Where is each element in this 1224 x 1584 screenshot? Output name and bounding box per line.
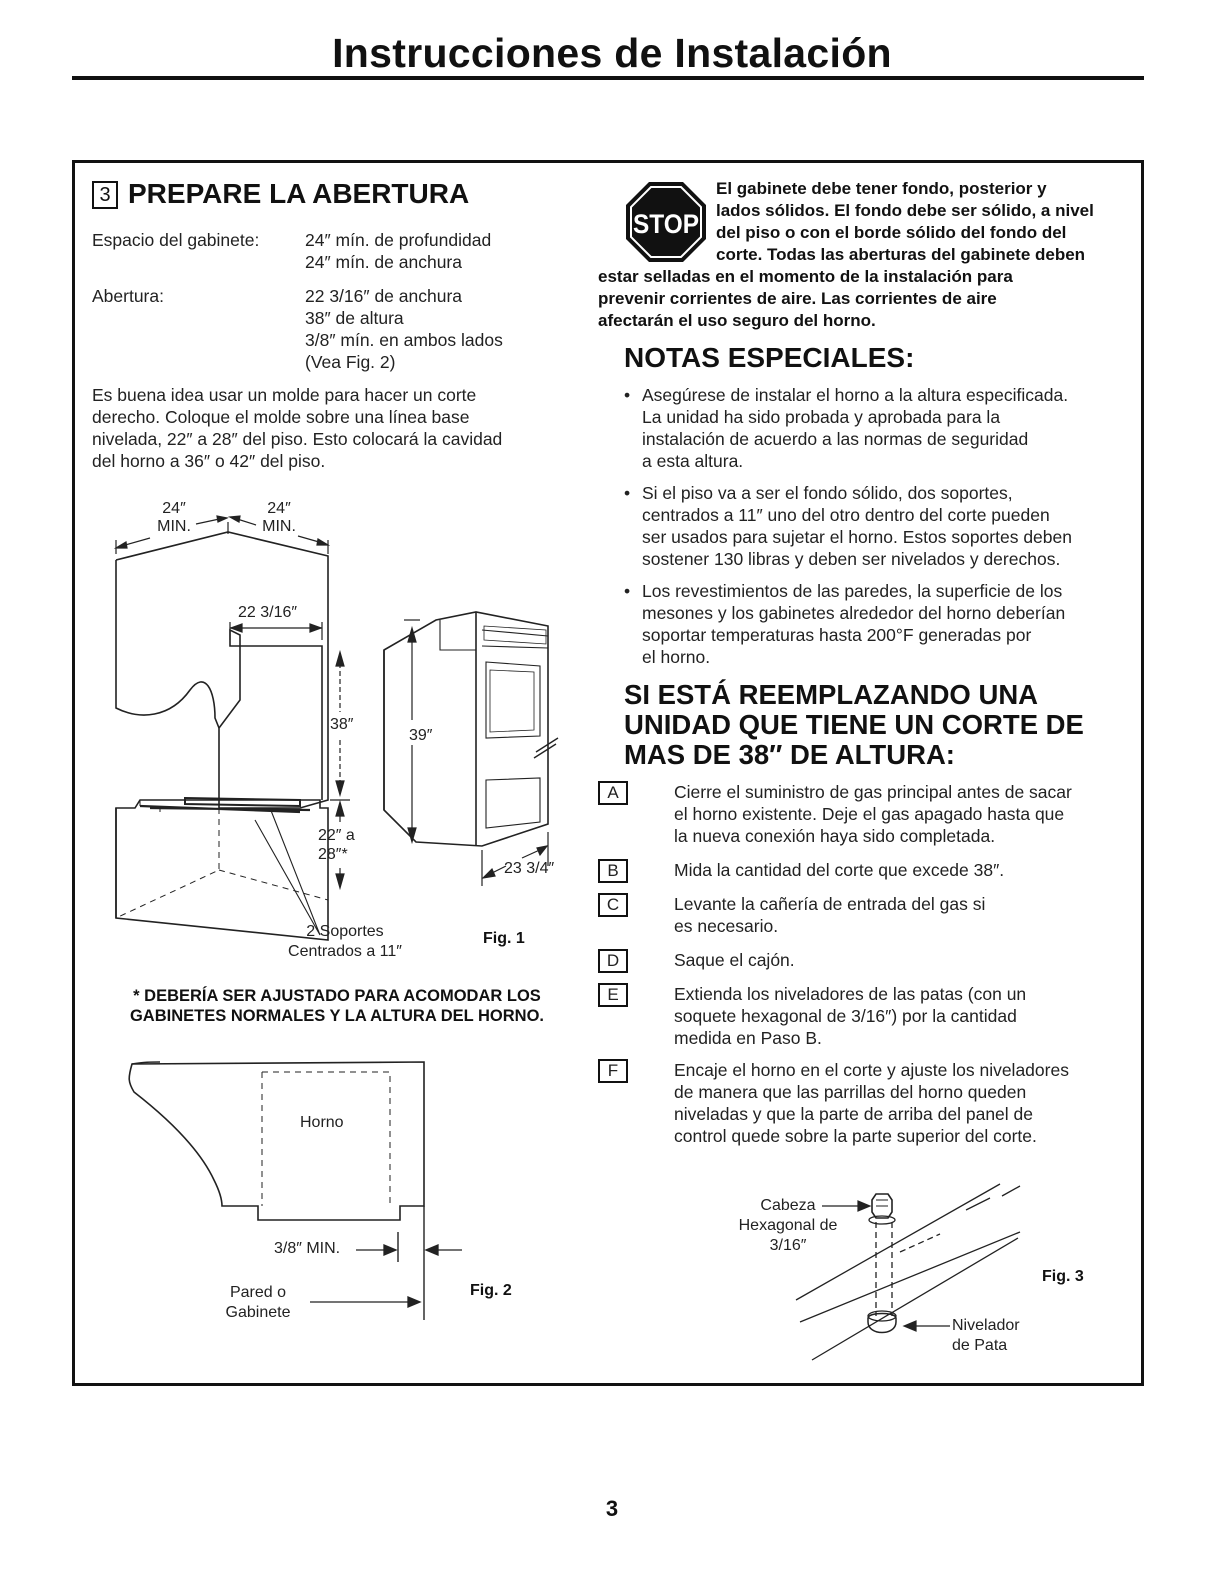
page-number: 3 [605, 1496, 619, 1521]
note-line: a esta altura. [642, 451, 744, 471]
opening-label: Abertura: [92, 286, 164, 306]
dimension-value: 28″* [318, 846, 348, 863]
step-letter-box: A [598, 781, 628, 805]
step-line: Saque el cajón. [674, 950, 795, 970]
bullet-icon: • [624, 581, 631, 601]
step-letter-box: C [598, 893, 628, 917]
step-line: niveladas y que la parte de arriba del panel de [674, 1104, 1033, 1124]
hex-head-line: Hexagonal de [738, 1217, 838, 1234]
notes-heading: NOTAS ESPECIALES: [624, 342, 915, 373]
bullet-icon: • [624, 385, 631, 405]
fig2-oven-label: Horno [300, 1114, 344, 1131]
warning-line: prevenir corrientes de aire. Las corrientes de aire [598, 289, 997, 308]
note-line: sostener 130 libras y deben ser nivelados y derechos. [642, 549, 1061, 569]
heading-line: UNIDAD QUE TIENE UN CORTE DE [624, 709, 1084, 740]
dimension-value: 22″ a [318, 827, 355, 844]
note-line: mesones y los gabinetes alrededor del horno deberían [642, 603, 1066, 623]
fig3-leveler-label [952, 1316, 1042, 1356]
note-line: ser usados para sujetar el horno. Estos soportes deben [642, 527, 1072, 547]
cabinet-depth: 24″ mín. de profundidad [305, 230, 492, 250]
opening-height: 38″ de altura [305, 308, 404, 328]
hex-head-line: 3/16″ [769, 1237, 807, 1254]
step-line: de manera que las parrillas del horno queden [674, 1082, 1027, 1102]
step-letter-box: F [598, 1059, 628, 1083]
step-number-box: 3 [92, 181, 118, 209]
step-line: el horno existente. Deje el gas apagado hasta que [674, 804, 1065, 824]
bullet-icon: • [624, 483, 631, 503]
warning-line: estar selladas en el momento de la instalación para [598, 267, 1013, 286]
warning-line: corte. Todas las aberturas del gabinete deben [716, 245, 1086, 264]
cabinet-space-label: Espacio del gabinete: [92, 230, 260, 250]
fig1-cutout-height: 38″ [330, 716, 354, 733]
note-line: el horno. [642, 647, 711, 667]
step-line: Cierre el suministro de gas principal antes de sacar [674, 782, 1072, 802]
warning-line: lados sólidos. El fondo debe ser sólido, a nivel [716, 201, 1094, 220]
hex-head-line: Cabeza [760, 1197, 816, 1214]
leveler-line: Nivelador [952, 1317, 1020, 1334]
wall-line: Gabinete [225, 1304, 291, 1321]
fig2-caption: Fig. 2 [470, 1282, 512, 1299]
fig2-clearance-label: 3/8″ MIN. [274, 1240, 341, 1257]
note-line: GABINETES NORMALES Y LA ALTURA DEL HORNO. [129, 1007, 545, 1025]
step-letter-box: E [598, 983, 628, 1007]
fig1-oven-depth: 23 3/4″ [504, 860, 555, 877]
step-line: Mida la cantidad del corte que excede 38″. [674, 860, 1005, 880]
dimension-min: MIN. [262, 518, 296, 535]
step-line: la nueva conexión haya sido completada. [674, 826, 996, 846]
opening-sides: 3/8″ mín. en ambos lados [305, 330, 503, 350]
warning-line: El gabinete debe tener fondo, posterior y [716, 179, 1047, 198]
step-line: medida en Paso B. [674, 1028, 822, 1048]
step-line: es necesario. [674, 916, 779, 936]
warning-line: del piso o con el borde sólido del fondo del [716, 223, 1067, 242]
step-letter-box: D [598, 949, 628, 973]
page-title: Instrucciones de Instalación [332, 30, 892, 76]
dimension-value: 24″ [267, 500, 291, 517]
fig1-cutout-width: 22 3/16″ [238, 604, 298, 621]
fig3-hex-head-label [726, 1196, 850, 1256]
paragraph-line: derecho. Coloque el molde sobre una línea base [92, 407, 470, 427]
paragraph-line: del horno a 36″ o 42″ del piso. [92, 451, 326, 471]
note-line: soportar temperaturas hasta 200°F generadas por [642, 625, 1032, 645]
warning-line: afectarán el uso seguro del horno. [598, 311, 876, 330]
cabinet-width: 24″ mín. de anchura [305, 252, 462, 272]
paragraph-line: nivelada, 22″ a 28″ del piso. Esto colocará la cavidad [92, 429, 503, 449]
note-line: Si el piso va a ser el fondo sólido, dos soportes, [642, 483, 1013, 503]
note-line: instalación de acuerdo a las normas de seguridad [642, 429, 1029, 449]
step-line: Extienda los niveladores de las patas (con un [674, 984, 1027, 1004]
stop-sign-text: STOP [633, 209, 699, 239]
fig3-caption: Fig. 3 [1042, 1268, 1084, 1285]
section-title: PREPARE LA ABERTURA [128, 178, 470, 209]
step-line: control quede sobre la parte superior del corte. [674, 1126, 1037, 1146]
note-line: Asegúrese de instalar el horno a la altura especificada. [642, 385, 1069, 405]
step-line: soquete hexagonal de 3/16″) por la cantidad [674, 1006, 1017, 1026]
wall-line: Pared o [229, 1284, 287, 1301]
note-line: * DEBERÍA SER AJUSTADO PARA ACOMODAR LOS [133, 987, 541, 1005]
step-line: Encaje el horno en el corte y ajuste los niveladores [674, 1060, 1069, 1080]
dimension-min: MIN. [157, 518, 191, 535]
heading-line: MAS DE 38″ DE ALTURA: [624, 739, 955, 770]
paragraph-line: Es buena idea usar un molde para hacer un corte [92, 385, 477, 405]
opening-width: 22 3/16″ de anchura [305, 286, 463, 306]
supports-line: 2 Soportes [306, 923, 384, 940]
fig1-oven-height: 39″ [409, 727, 433, 744]
heading-line: SI ESTÁ REEMPLAZANDO UNA [624, 679, 1039, 710]
step-letter-box: B [598, 859, 628, 883]
note-line: La unidad ha sido probada y aprobada para la [642, 407, 1001, 427]
opening-figref: (Vea Fig. 2) [305, 352, 396, 372]
dimension-value: 24″ [162, 500, 186, 517]
note-line: Los revestimientos de las paredes, la superficie de los [642, 581, 1063, 601]
supports-line: Centrados a 11″ [288, 943, 402, 960]
leveler-line: de Pata [952, 1337, 1008, 1354]
note-line: centrados a 11″ uno del otro dentro del corte pueden [642, 505, 1050, 525]
step-line: Levante la cañería de entrada del gas si [674, 894, 986, 914]
fig1-caption: Fig. 1 [483, 930, 525, 947]
